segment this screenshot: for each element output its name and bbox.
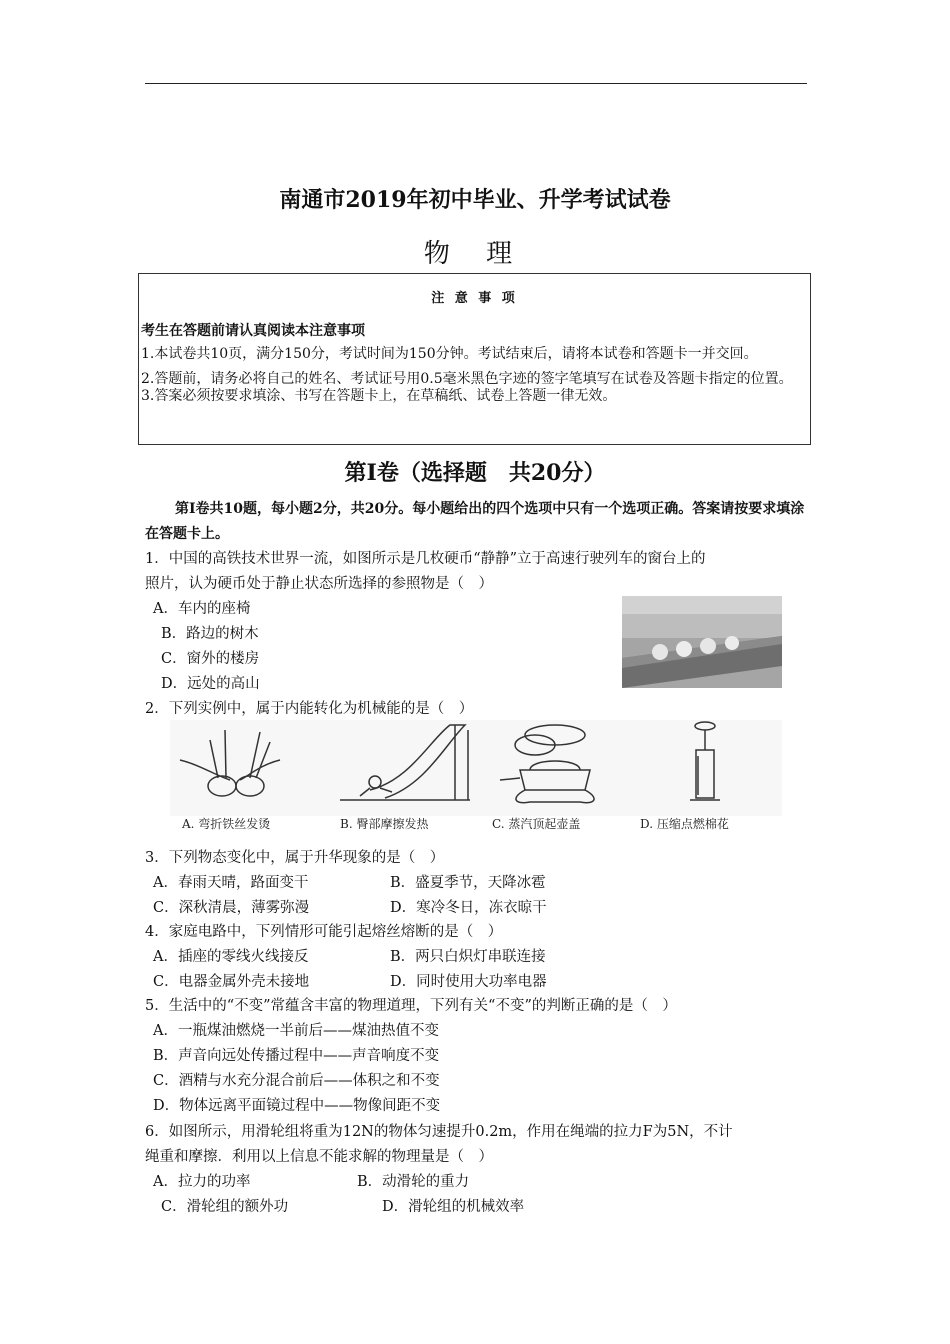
question-6-line1: 6．如图所示，用滑轮组将重为12N的物体匀速提升0.2m，作用在绳端的拉力F为5N，不计 <box>145 1124 733 1140</box>
notice-box <box>138 273 811 445</box>
section-title: 第Ⅰ卷（选择题 共20分） <box>344 460 606 486</box>
subject-title: 物 理 <box>423 239 527 269</box>
q3-option-d: D．寒冷冬日，冻衣晾干 <box>390 900 547 916</box>
q4-option-c: C．电器金属外壳未接地 <box>153 974 310 990</box>
q6-option-c: C．滑轮组的额外功 <box>161 1199 289 1215</box>
q1-option-b: B．路边的树木 <box>161 626 259 642</box>
question-5: 5．生活中的“不变”常蕴含丰富的物理道理，下列有关“不变”的判断正确的是（ ） <box>145 998 677 1014</box>
notice-item: 1.本试卷共10页，满分150分，考试时间为150分钟。考试结束后，请将本试卷和答题卡一并交回。 <box>141 346 758 362</box>
q6-option-d: D．滑轮组的机械效率 <box>382 1199 525 1215</box>
exam-title: 南通市2019年初中毕业、升学考试试卷 <box>279 187 671 213</box>
question-2: 2．下列实例中，属于内能转化为机械能的是（ ） <box>145 701 474 717</box>
question-4: 4．家庭电路中，下列情形可能引起熔丝熔断的是（ ） <box>145 924 503 940</box>
notice-item: 3.答案必须按要求填涂、书写在答题卡上，在草稿纸、试卷上答题一律无效。 <box>141 388 617 404</box>
header-rule <box>145 83 807 84</box>
notice-item: 2.答题前，请务必将自己的姓名、考试证号用0.5毫米黑色字迹的签字笔填写在试卷及答题卡指定的位置。 <box>141 371 793 387</box>
q3-option-a: A．春雨天晴，路面变干 <box>153 875 309 891</box>
section-instructions: 第Ⅰ卷共10题，每小题2分，共20分。每小题给出的四个选项中只有一个选项正确。答案请按要求填涂在答题卡上。 <box>145 501 805 542</box>
q3-option-c: C．深秋清晨，薄雾弥漫 <box>153 900 310 916</box>
q6-option-a: A．拉力的功率 <box>153 1174 251 1190</box>
figure-caption-c: C. 蒸汽顶起壶盖 <box>492 817 581 831</box>
q4-option-a: A．插座的零线火线接反 <box>153 949 309 965</box>
question-1-line2: 照片，认为硬币处于静止状态所选择的参照物是（ ） <box>145 576 493 592</box>
q5-option-a: A．一瓶煤油燃烧一半前后——煤油热值不变 <box>153 1023 439 1039</box>
notice-subheading: 考生在答题前请认真阅读本注意事项 <box>141 323 365 339</box>
coins-on-windowsill-photo <box>622 596 782 688</box>
q3-option-b: B．盛夏季节，天降冰雹 <box>390 875 546 891</box>
question-6-line2: 绳重和摩擦．利用以上信息不能求解的物理量是（ ） <box>145 1149 493 1165</box>
figure-caption-d: D. 压缩点燃棉花 <box>640 817 729 831</box>
q1-option-d: D．远处的高山 <box>161 676 260 692</box>
question-1-line1: 1．中国的高铁技术世界一流，如图所示是几枚硬币“静静”立于高速行驶列车的窗台上的 <box>145 551 706 567</box>
q5-option-d: D．物体远离平面镜过程中——物像间距不变 <box>153 1098 441 1114</box>
q4-option-b: B．两只白炽灯串联连接 <box>390 949 546 965</box>
question-3: 3．下列物态变化中，属于升华现象的是（ ） <box>145 850 445 866</box>
figure-caption-b: B. 臀部摩擦发热 <box>340 817 429 831</box>
q4-option-d: D．同时使用大功率电器 <box>390 974 547 990</box>
figure-caption-a: A. 弯折铁丝发烫 <box>182 817 271 831</box>
q5-option-c: C．酒精与水充分混合前后——体积之和不变 <box>153 1073 440 1089</box>
q5-option-b: B．声音向远处传播过程中——声音响度不变 <box>153 1048 440 1064</box>
notice-heading: 注 意 事 项 <box>431 291 518 306</box>
q1-option-c: C．窗外的楼房 <box>161 651 260 667</box>
q6-option-b: B．动滑轮的重力 <box>357 1174 470 1190</box>
q1-option-a: A．车内的座椅 <box>153 601 251 617</box>
